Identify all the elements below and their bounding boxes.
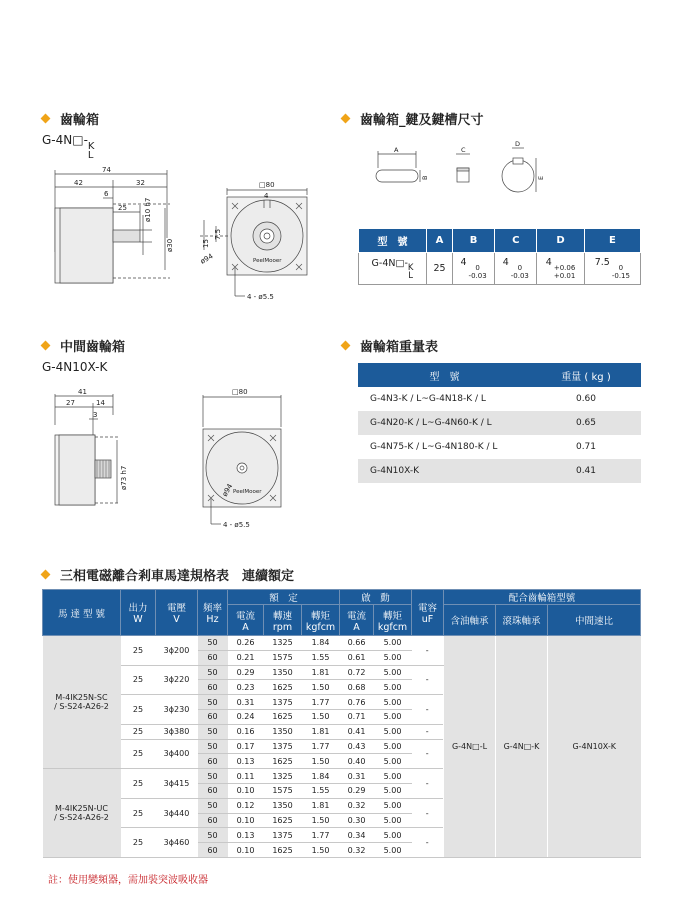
col-header-gear-ball: 滾珠軸承 <box>496 605 548 636</box>
voltage-cell: 3ϕ230 <box>156 695 198 725</box>
voltage-cell: 3ϕ460 <box>156 828 198 858</box>
header-voltage-label: 電壓 <box>166 603 186 614</box>
header-cap-label: 電容 <box>417 603 437 614</box>
header-speed-label: 轉速 <box>272 610 292 622</box>
dim-4: 4 <box>264 192 269 200</box>
key-label-e: E <box>537 175 545 180</box>
speed-cell: 1325 <box>264 636 302 651</box>
cap-cell: - <box>412 769 444 799</box>
cap-cell: - <box>412 724 444 739</box>
speed-cell: 1350 <box>264 665 302 680</box>
cap-cell: - <box>412 636 444 666</box>
tolerance-d-upper: +0.06 <box>553 264 576 272</box>
header-speed-unit: rpm <box>272 621 293 633</box>
diamond-bullet-icon <box>41 570 51 580</box>
model-suffix-l: L <box>87 150 94 161</box>
dim-15: 15 <box>202 239 210 248</box>
current-cell: 0.13 <box>228 828 264 843</box>
section-title-text: 齒輪箱_鍵及鍵槽尺寸 <box>360 113 484 128</box>
start-torque-cell: 5.00 <box>374 813 412 828</box>
tolerance-b <box>469 264 487 280</box>
torque-cell: 1.84 <box>302 636 340 651</box>
motor-model-cell: M-4IK25N-UC / S-S24-A26-2 <box>43 769 121 858</box>
output-cell: 25 <box>121 636 156 666</box>
freq-cell: 50 <box>198 724 228 739</box>
table-row <box>358 435 641 459</box>
current-cell: 0.10 <box>228 783 264 798</box>
dim-pilot-diameter: ø73 h7 <box>120 465 128 490</box>
col-header-gear-mid: 中間速比 <box>548 605 641 636</box>
gear-oil-cell: G-4N□-L <box>444 636 496 858</box>
col-header-c: C <box>495 229 537 253</box>
spec-table-body <box>43 636 641 858</box>
header-freq-label: 頻率 <box>202 603 222 614</box>
speed-cell: 1350 <box>264 724 302 739</box>
current-cell: 0.17 <box>228 739 264 754</box>
table-row <box>43 636 641 651</box>
dim-bolt-circle: ø94 <box>199 252 215 266</box>
tolerance-e <box>612 264 630 280</box>
speed-cell: 1350 <box>264 798 302 813</box>
torque-cell: 1.50 <box>302 680 340 695</box>
col-header-rated: 額 定 <box>228 590 340 605</box>
current-cell: 0.13 <box>228 754 264 769</box>
torque-cell: 1.50 <box>302 754 340 769</box>
diamond-bullet-icon <box>41 341 51 351</box>
table-row <box>358 459 641 483</box>
start-torque-cell: 5.00 <box>374 739 412 754</box>
weight-table <box>358 363 641 483</box>
col-header-a: A <box>427 229 453 253</box>
tolerance-c <box>511 264 529 280</box>
col-header-b: B <box>453 229 495 253</box>
tolerance-d <box>554 264 575 280</box>
start-current-cell: 0.72 <box>340 665 374 680</box>
start-current-cell: 0.40 <box>340 754 374 769</box>
header-current-label: 電流 <box>235 610 255 622</box>
output-cell: 25 <box>121 828 156 858</box>
speed-cell: 1325 <box>264 769 302 784</box>
current-cell: 0.23 <box>228 680 264 695</box>
tolerance-b-lower: -0.03 <box>468 272 487 280</box>
dim-42: 42 <box>74 179 83 187</box>
speed-cell: 1375 <box>264 828 302 843</box>
freq-cell: 50 <box>198 665 228 680</box>
table-header-row <box>43 590 641 605</box>
col-header-gear-oil: 含油軸承 <box>444 605 496 636</box>
dim-14: 14 <box>96 399 105 407</box>
current-cell: 0.10 <box>228 843 264 858</box>
start-torque-cell: 5.00 <box>374 665 412 680</box>
diamond-bullet-icon <box>41 114 51 124</box>
section-title-spec <box>42 565 294 584</box>
tolerance-e-upper: 0 <box>618 264 624 272</box>
freq-cell: 60 <box>198 843 228 858</box>
torque-cell: 1.50 <box>302 813 340 828</box>
output-cell: 25 <box>121 769 156 799</box>
dim-pilot-diameter: ø30 <box>166 238 174 252</box>
freq-cell: 50 <box>198 798 228 813</box>
col-header-model: 馬 達 型 號 <box>43 590 121 636</box>
torque-cell: 1.55 <box>302 783 340 798</box>
freq-cell: 50 <box>198 695 228 710</box>
col-header-model: 型 號 <box>359 229 427 253</box>
start-current-cell: 0.34 <box>340 828 374 843</box>
current-cell: 0.12 <box>228 798 264 813</box>
brand-logo-text: PeelMooer <box>233 489 262 495</box>
current-cell: 0.10 <box>228 813 264 828</box>
speed-cell: 1625 <box>264 843 302 858</box>
torque-cell: 1.77 <box>302 695 340 710</box>
model-suffix-l: L <box>408 270 414 281</box>
speed-cell: 1625 <box>264 680 302 695</box>
col-header-torque <box>302 605 340 636</box>
current-cell: 0.21 <box>228 650 264 665</box>
voltage-cell: 3ϕ200 <box>156 636 198 666</box>
table-row <box>359 253 641 285</box>
cap-cell: - <box>412 739 444 769</box>
col-header-weight: 重量 ( kg ) <box>531 363 641 387</box>
model-suffix-stack <box>88 142 95 160</box>
value-b-main: 4 <box>460 257 467 268</box>
diamond-bullet-icon <box>341 341 351 351</box>
dim-27: 27 <box>66 399 75 407</box>
start-torque-cell: 5.00 <box>374 828 412 843</box>
value-e-main: 7.5 <box>594 257 610 268</box>
speed-cell: 1575 <box>264 783 302 798</box>
table-row <box>358 411 641 435</box>
col-header-freq <box>198 590 228 636</box>
col-header-start-current <box>340 605 374 636</box>
value-e <box>584 253 640 285</box>
speed-cell: 1625 <box>264 754 302 769</box>
footnote: 註：使用變頻器，需加裝突波吸收器 <box>48 875 208 886</box>
header-cap-unit: uF <box>421 614 434 625</box>
start-torque-cell: 5.00 <box>374 650 412 665</box>
header-start-torque-unit: kgfcm <box>377 621 408 633</box>
section-title-text: 三相電磁離合剎車馬達規格表 連續額定 <box>60 569 295 584</box>
start-torque-cell: 5.00 <box>374 680 412 695</box>
weight-model: G-4N20-K / L~G-4N60-K / L <box>358 411 531 435</box>
torque-cell: 1.50 <box>302 709 340 724</box>
cap-cell: - <box>412 828 444 858</box>
intermediate-model: G-4N10X-K <box>42 360 108 374</box>
tolerance-e-lower: -0.15 <box>611 272 630 280</box>
freq-cell: 50 <box>198 828 228 843</box>
key-label-b: B <box>421 175 429 180</box>
tolerance-c-lower: -0.03 <box>510 272 529 280</box>
freq-cell: 60 <box>198 783 228 798</box>
current-cell: 0.31 <box>228 695 264 710</box>
dim-74: 74 <box>102 166 111 174</box>
gearbox-dimension-drawing <box>40 160 320 310</box>
torque-cell: 1.81 <box>302 724 340 739</box>
model-suffix-k: K <box>407 262 414 273</box>
current-cell: 0.16 <box>228 724 264 739</box>
brand-logo-text: PeelMooer <box>253 258 282 264</box>
current-cell: 0.24 <box>228 709 264 724</box>
output-cell: 25 <box>121 739 156 769</box>
dim-flange: □80 <box>259 181 275 189</box>
value-d-main: 4 <box>545 257 552 268</box>
voltage-cell: 3ϕ440 <box>156 798 198 828</box>
torque-cell: 1.84 <box>302 769 340 784</box>
col-header-output <box>121 590 156 636</box>
freq-cell: 50 <box>198 769 228 784</box>
speed-cell: 1625 <box>264 709 302 724</box>
start-current-cell: 0.32 <box>340 843 374 858</box>
weight-value: 0.60 <box>575 394 597 404</box>
key-label-d: D <box>515 140 521 148</box>
col-header-current <box>228 605 264 636</box>
torque-cell: 1.55 <box>302 650 340 665</box>
dim-holes: 4 - ø5.5 <box>223 521 250 529</box>
col-header-speed <box>264 605 302 636</box>
voltage-cell: 3ϕ400 <box>156 739 198 769</box>
start-current-cell: 0.61 <box>340 650 374 665</box>
start-torque-cell: 5.00 <box>374 798 412 813</box>
start-torque-cell: 5.00 <box>374 754 412 769</box>
freq-cell: 60 <box>198 754 228 769</box>
torque-cell: 1.50 <box>302 843 340 858</box>
start-torque-cell: 5.00 <box>374 636 412 651</box>
section-title-gearbox <box>42 109 99 128</box>
col-header-model: 型 號 <box>358 363 531 387</box>
col-header-gear: 配合齒輪箱型號 <box>444 590 641 605</box>
tolerance-d-lower: +0.01 <box>553 272 576 280</box>
start-torque-cell: 5.00 <box>374 783 412 798</box>
weight-value: 0.71 <box>575 442 597 452</box>
value-c <box>495 253 537 285</box>
dim-shaft-diameter: ø10 h7 <box>144 197 152 222</box>
gear-ball-cell: G-4N□-K <box>496 636 548 858</box>
header-start-current-label: 電流 <box>346 610 366 622</box>
dim-25: 25 <box>118 204 127 212</box>
model-suffix-k: K <box>87 141 95 152</box>
output-cell: 25 <box>121 798 156 828</box>
freq-cell: 60 <box>198 709 228 724</box>
section-title-text: 齒輪箱 <box>60 113 100 128</box>
header-output-label: 出力 <box>128 603 148 614</box>
current-cell: 0.11 <box>228 769 264 784</box>
cap-cell: - <box>412 798 444 828</box>
key-dimension-drawing <box>368 140 568 205</box>
tolerance-b-upper: 0 <box>475 264 480 272</box>
dim-7-5: 7.5 <box>214 228 222 240</box>
col-header-e: E <box>584 229 640 253</box>
voltage-cell: 3ϕ220 <box>156 665 198 695</box>
voltage-cell: 3ϕ380 <box>156 724 198 739</box>
header-current-unit: A <box>242 621 249 633</box>
output-cell: 25 <box>121 695 156 725</box>
weight-value: 0.41 <box>531 459 641 483</box>
start-current-cell: 0.29 <box>340 783 374 798</box>
dim-32: 32 <box>136 179 145 187</box>
header-torque-label: 轉矩 <box>310 610 330 622</box>
start-torque-cell: 5.00 <box>374 769 412 784</box>
start-torque-cell: 5.00 <box>374 724 412 739</box>
speed-cell: 1375 <box>264 695 302 710</box>
speed-cell: 1375 <box>264 739 302 754</box>
table-header-row <box>359 229 641 253</box>
motor-model-cell: M-4IK25N-SC / S-S24-A26-2 <box>43 636 121 769</box>
cap-cell: - <box>412 665 444 695</box>
col-header-cap <box>412 590 444 636</box>
current-cell: 0.29 <box>228 665 264 680</box>
start-torque-cell: 5.00 <box>374 843 412 858</box>
motor-spec-table <box>42 589 641 858</box>
cap-cell: - <box>412 695 444 725</box>
section-title-weight <box>342 336 438 355</box>
start-current-cell: 0.41 <box>340 724 374 739</box>
dim-3: 3 <box>93 411 98 419</box>
speed-cell: 1625 <box>264 813 302 828</box>
table-row <box>358 387 641 411</box>
dim-flange: □80 <box>232 388 248 396</box>
voltage-cell: 3ϕ415 <box>156 769 198 799</box>
header-torque-unit: kgfcm <box>305 621 336 633</box>
torque-cell: 1.81 <box>302 665 340 680</box>
start-current-cell: 0.43 <box>340 739 374 754</box>
value-a: 25 <box>427 253 453 285</box>
dim-6: 6 <box>104 190 109 198</box>
diamond-bullet-icon <box>341 114 351 124</box>
freq-cell: 60 <box>198 680 228 695</box>
key-label-c: C <box>461 146 466 154</box>
key-model-cell <box>359 253 427 285</box>
intermediate-gearbox-drawing <box>40 385 320 530</box>
freq-cell: 60 <box>198 650 228 665</box>
header-output-unit: W <box>133 614 143 625</box>
header-freq-unit: Hz <box>206 614 219 625</box>
key-label-a: A <box>394 146 399 154</box>
header-start-current-unit: A <box>353 621 360 633</box>
dim-bolt-circle: ø94 <box>220 482 235 498</box>
weight-value: 0.65 <box>531 411 641 435</box>
gear-mid-cell: G-4N10X-K <box>548 636 641 858</box>
torque-cell: 1.77 <box>302 739 340 754</box>
speed-cell: 1575 <box>264 650 302 665</box>
col-header-d: D <box>537 229 584 253</box>
torque-cell: 1.77 <box>302 828 340 843</box>
model-prefix: G-4N□- <box>42 133 88 147</box>
section-title-keyway <box>342 109 484 128</box>
weight-model: G-4N3-K / L~G-4N18-K / L <box>370 394 486 404</box>
col-header-start-torque <box>374 605 412 636</box>
dim-41: 41 <box>78 388 87 396</box>
section-title-intermediate <box>42 336 125 355</box>
freq-cell: 60 <box>198 813 228 828</box>
output-cell: 25 <box>121 724 156 739</box>
start-current-cell: 0.76 <box>340 695 374 710</box>
value-d <box>537 253 584 285</box>
section-title-text: 中間齒輪箱 <box>60 340 126 355</box>
start-current-cell: 0.66 <box>340 636 374 651</box>
value-c-main: 4 <box>502 257 509 268</box>
header-start-torque-label: 轉矩 <box>382 610 402 622</box>
freq-cell: 50 <box>198 739 228 754</box>
weight-model: G-4N75-K / L~G-4N180-K / L <box>370 442 498 452</box>
start-current-cell: 0.71 <box>340 709 374 724</box>
torque-cell: 1.81 <box>302 798 340 813</box>
start-torque-cell: 5.00 <box>374 695 412 710</box>
start-current-cell: 0.68 <box>340 680 374 695</box>
table-header-row <box>358 363 641 387</box>
freq-cell: 50 <box>198 636 228 651</box>
model-suffix-stack <box>408 264 414 280</box>
start-current-cell: 0.31 <box>340 769 374 784</box>
key-dimension-table <box>358 228 641 285</box>
weight-model: G-4N10X-K <box>358 459 531 483</box>
current-cell: 0.26 <box>228 636 264 651</box>
col-header-start: 啟 動 <box>340 590 412 605</box>
model-prefix: G-4N□- <box>371 257 408 269</box>
output-cell: 25 <box>121 665 156 695</box>
header-voltage-unit: V <box>173 614 180 625</box>
start-current-cell: 0.30 <box>340 813 374 828</box>
col-header-voltage <box>156 590 198 636</box>
gearbox-model <box>42 133 94 160</box>
tolerance-c-upper: 0 <box>517 264 523 272</box>
start-current-cell: 0.32 <box>340 798 374 813</box>
start-torque-cell: 5.00 <box>374 709 412 724</box>
dim-holes: 4 - ø5.5 <box>247 293 274 301</box>
value-b <box>453 253 495 285</box>
section-title-text: 齒輪箱重量表 <box>360 340 439 355</box>
